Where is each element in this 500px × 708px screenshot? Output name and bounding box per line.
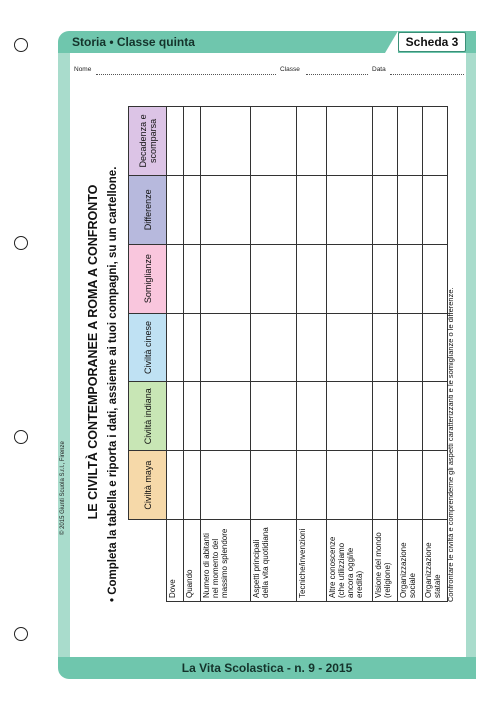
worksheet-instruction: • Completa la tabella e riporta i dati, assieme ai tuoi compagni, su un cartellone. [107,166,119,602]
table-cell[interactable] [297,107,327,176]
col-header-maya: Civiltà maya [129,451,167,520]
col-header-cinese: Civiltà cinese [129,313,167,382]
table-cell[interactable] [398,175,423,244]
table-cell[interactable] [398,451,423,520]
table-cell[interactable] [201,244,251,313]
table-cell[interactable] [251,107,297,176]
date-field[interactable] [390,74,464,75]
student-fields [74,66,466,78]
col-header-differenze: Differenze [129,175,167,244]
table-cell[interactable] [167,382,184,451]
table-cell[interactable] [373,313,398,382]
col-header-indiana: Civiltà indiana [129,382,167,451]
table-cell[interactable] [201,313,251,382]
table-cell[interactable] [184,175,201,244]
row-label-org-sociale: Organizzazione sociale [398,520,423,602]
table-cell[interactable] [184,451,201,520]
header-notch [385,31,398,53]
table-cell[interactable] [297,244,327,313]
class-label: Classe [280,66,300,73]
table-cell[interactable] [184,382,201,451]
table-cell[interactable] [297,451,327,520]
col-header-decadenza: Decadenza e scomparsa [129,107,167,176]
table-cell[interactable] [398,313,423,382]
table-cell[interactable] [373,382,398,451]
row-label-quando: Quando [184,520,201,602]
binder-hole-4 [14,627,28,641]
table-corner [129,520,167,602]
row-label-abitanti: Numero di abitanti nel momento del massimo splendore [201,520,251,602]
right-band [466,53,476,658]
worksheet-title: LE CIVILTÀ CONTEMPORANEE A ROMA A CONFRONTO [86,184,100,520]
table-cell[interactable] [398,244,423,313]
class-field[interactable] [306,74,368,75]
table-cell[interactable] [327,175,373,244]
col-header-somiglianze: Somiglianze [129,244,167,313]
row-label-visione: Visione del mondo (religione) [373,520,398,602]
left-band [58,53,70,658]
table-cell[interactable] [167,313,184,382]
table-cell[interactable] [373,107,398,176]
table-cell[interactable] [184,244,201,313]
table-cell[interactable] [398,107,423,176]
table-cell[interactable] [167,107,184,176]
table-cell[interactable] [201,382,251,451]
rotated-worksheet [76,90,464,610]
learning-objective: Confrontare le civiltà e comprenderne gli aspetti caratterizzanti e le somiglianze o le differenze. [446,287,455,602]
table-cell[interactable] [297,313,327,382]
table-cell[interactable] [297,175,327,244]
table-cell[interactable] [327,382,373,451]
name-field[interactable] [96,74,276,75]
table-cell[interactable] [167,244,184,313]
copyright-notice: © 2015 Giunti Scuola S.r.l., Firenze [60,441,66,535]
table-cell[interactable] [251,313,297,382]
table-cell[interactable] [373,175,398,244]
binder-hole-3 [14,430,28,444]
table-cell[interactable] [373,244,398,313]
subject-title: Storia • Classe quinta [72,35,195,49]
table-cell[interactable] [251,175,297,244]
comparison-table [128,106,448,602]
table-cell[interactable] [251,244,297,313]
row-label-dove: Dove [167,520,184,602]
row-label-org-statale: Organizzazione statale [423,520,448,602]
row-label-vita-quotidiana: Aspetti principali della vita quotidiana [251,520,297,602]
table-cell[interactable] [398,382,423,451]
table-cell[interactable] [184,313,201,382]
table-cell[interactable] [201,107,251,176]
table-cell[interactable] [327,313,373,382]
table-cell[interactable] [201,451,251,520]
footer-bar: La Vita Scolastica - n. 9 - 2015 [58,657,476,679]
sheet-number: Scheda 3 [398,32,466,52]
binder-hole-1 [14,38,28,52]
table-cell[interactable] [327,451,373,520]
date-label: Data [372,66,386,73]
table-cell[interactable] [251,451,297,520]
table-cell[interactable] [167,451,184,520]
table-cell[interactable] [201,175,251,244]
row-label-conoscenze: Altre conoscenze (che utilizziamo ancora oggi/le eredità) [327,520,373,602]
name-label: Nome [74,66,92,73]
table-cell[interactable] [167,175,184,244]
table-cell[interactable] [327,244,373,313]
binder-hole-2 [14,236,28,250]
table-cell[interactable] [251,382,297,451]
table-cell[interactable] [373,451,398,520]
table-cell[interactable] [327,107,373,176]
table-cell[interactable] [297,382,327,451]
table-cell[interactable] [184,107,201,176]
row-label-tecniche: Tecniche/invenzioni [297,520,327,602]
